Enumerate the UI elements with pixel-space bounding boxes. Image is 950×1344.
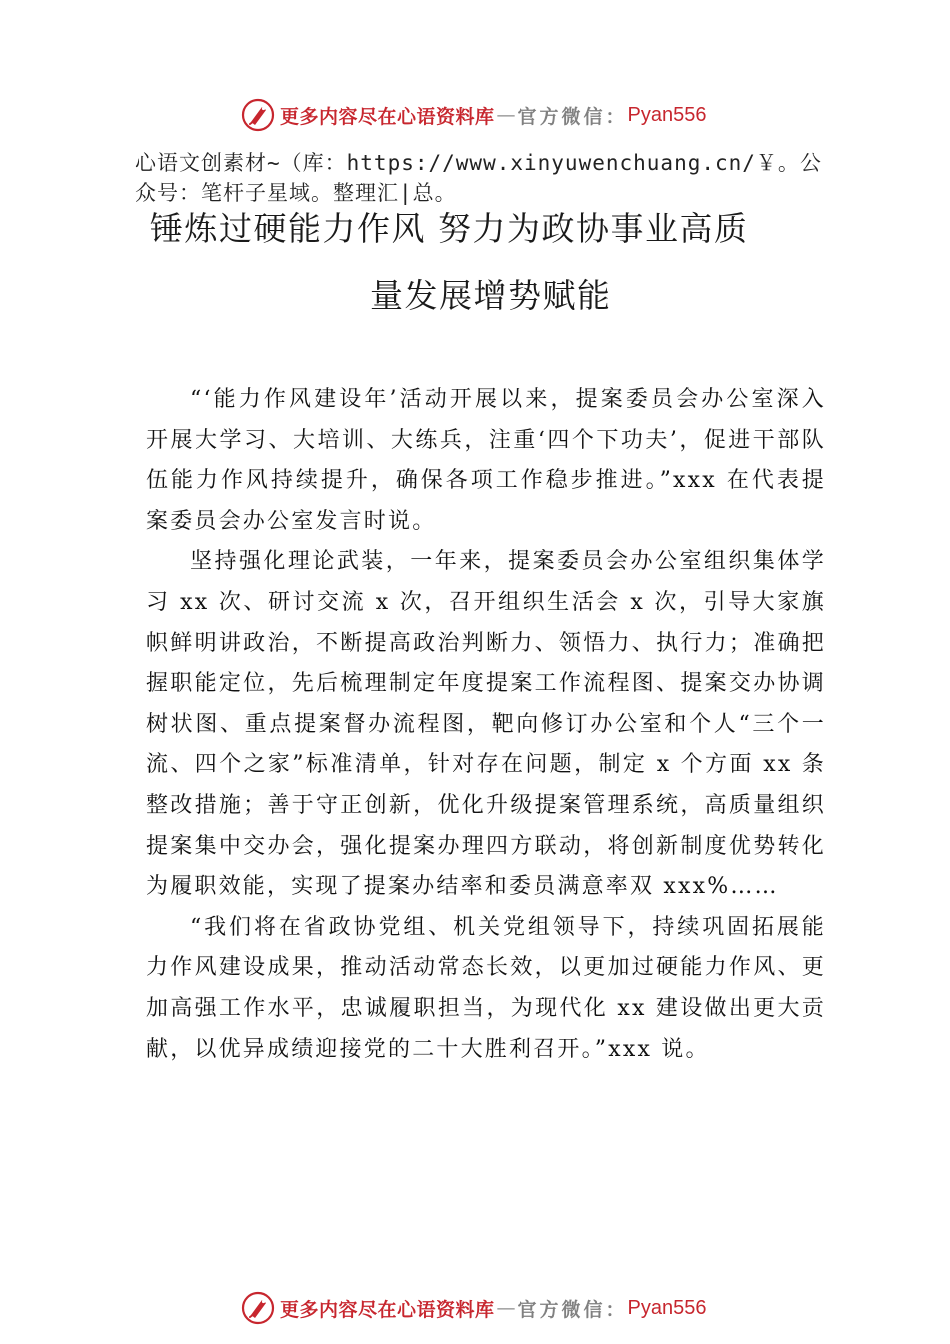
page-title-line-1: 锤炼过硬能力作风 努力为政协事业高质	[150, 209, 749, 248]
banner-wechat-id: Pyan556	[627, 103, 707, 126]
banner-separator: —	[496, 1297, 516, 1319]
pen-nib-icon	[240, 1290, 276, 1326]
paragraph: 坚持强化理论武装，一年来，提案委员会办公室组织集体学习 xx 次、研讨交流 x 次，召开组织生活会 x 次，引导大家旗帜鲜明讲政治，不断提高政治判断力、领悟力、执行力；准确把握职能定位，先后梳理制定年度提案工作流程图、提案交办协调树状图、重点提案督办流程图，靶向修订办公室和个人“三个一流、四个之家”标准清单，针对存在问题，制定 x 个方面 xx 条整改措施；善于守正创新，优化升级提案管理系统，高质量组织提案集中交办会，强化提案办理四方联动，将创新制度优势转化为履职效能，实现了提案办结率和委员满意率双 xxx%……	[146, 549, 826, 900]
paragraph: “‘能力作风建设年’活动开展以来，提案委员会办公室深入开展大学习、大培训、大练兵，注重‘四个下功夫’，促进干部队伍能力作风持续提升，确保各项工作稳步推进。”xxx 在代表提案委员会办公室发言时说。	[146, 387, 826, 534]
paragraph: “我们将在省政协党组、机关党组领导下，持续巩固拓展能力作风建设成果，推动活动常态长效，以更加过硬能力作风、更加高强工作水平，忠诚履职担当，为现代化 xx 建设做出更大贡献，以优异成绩迎接党的二十大胜利召开。”xxx 说。	[146, 914, 826, 1062]
banner-main-text: 更多内容尽在心语资料库	[280, 105, 495, 128]
banner-wechat-label: 官方微信：	[517, 105, 628, 128]
page-title-line-2: 量发展增势赋能	[370, 276, 612, 315]
article-body	[146, 380, 826, 1070]
banner-wechat-id: Pyan556	[627, 1296, 707, 1319]
source-line: 心语文创素材~（库：https://www.xinyuwenchuang.cn/￥。公众号：笔杆子星域。整理汇|总。	[135, 151, 822, 205]
pen-nib-icon	[240, 97, 276, 133]
banner-separator: —	[496, 104, 516, 126]
banner-main-text: 更多内容尽在心语资料库	[280, 1298, 495, 1321]
banner-wechat-label: 官方微信：	[517, 1298, 628, 1321]
header-banner	[240, 95, 760, 135]
footer-banner	[240, 1288, 760, 1328]
